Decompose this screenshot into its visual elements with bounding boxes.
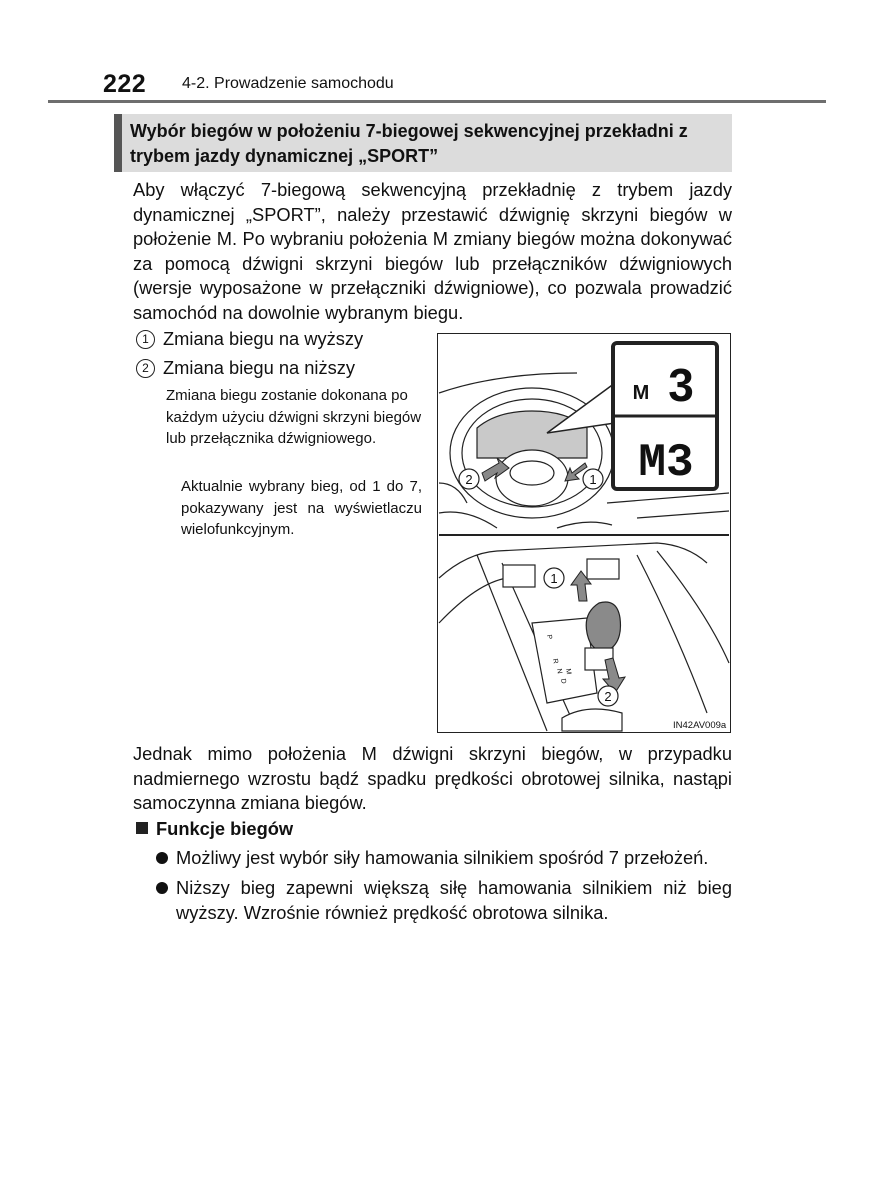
gate-label-m: M	[564, 668, 572, 676]
multi-info-display	[613, 343, 717, 489]
display-gear-large: M3	[638, 437, 694, 489]
callout-label: 2	[604, 689, 612, 704]
section-heading-bar	[114, 114, 122, 172]
section-heading: Wybór biegów w położeniu 7-biegowej sekwencyjnej przekładni z trybem jazdy dynamicznej „SPORT”	[130, 121, 688, 166]
display-gear-letter: M	[632, 382, 650, 404]
number-badge: 1	[136, 330, 155, 349]
gate-label-r: R	[551, 658, 559, 665]
figure-caption: IN42AV009a	[673, 720, 727, 731]
subsection-title: Funkcje biegów	[156, 818, 294, 839]
callout-2-bottom	[598, 686, 618, 706]
list-item-label: Zmiana biegu na wyższy	[163, 328, 364, 349]
list-item-downshift	[136, 357, 355, 379]
intro-paragraph: Aby włączyć 7-biegową sekwencyjną przekładnię z trybem jazdy dynamicznej „SPORT”, należy przestawić dźwignię skrzyni biegów w położenie M. Po wybraniu położenia M zmiany biegów można dokonywać za pomocą dźwigni skrzyni biegów lub przełączników dźwigniowych (wersje wyposażone w przełączniki dźwigniowe), co pozwala prowadzić samochód na dowolnie wybranym biegu.	[133, 179, 732, 323]
callout-1-bottom	[544, 568, 564, 588]
bullet-dot-icon	[156, 882, 168, 894]
page-number: 222	[103, 70, 147, 98]
callout-label: 1	[589, 472, 597, 487]
callout-2-top	[459, 469, 479, 489]
subsection-heading	[136, 818, 293, 840]
gate-label-n: N	[555, 668, 563, 675]
paragraph-auto-shift: Jednak mimo położenia M dźwigni skrzyni biegów, w przypadku nadmiernego wzrostu bądź spadku prędkości obrotowej silnika, nastąpi samoczynna zmiana biegów.	[133, 743, 732, 814]
callout-1-top	[583, 469, 603, 489]
bullet-text: Możliwy jest wybór siły hamowania silnikiem spośród 7 przełożeń.	[176, 847, 709, 868]
bullet-dot-icon	[156, 852, 168, 864]
chapter-title: 4-2. Prowadzenie samochodu	[182, 75, 394, 92]
display-gear-digit: 3	[668, 359, 694, 411]
square-bullet-icon	[136, 822, 148, 834]
note-gear-display: Aktualnie wybrany bieg, od 1 do 7, pokazywany jest na wyświetlaczu wielofunkcyjnym.	[181, 478, 422, 539]
callout-label: 2	[465, 472, 473, 487]
callout-label: 1	[550, 571, 558, 586]
gate-label-p: P	[545, 634, 553, 640]
bullet-text: Niższy bieg zapewni większą siłę hamowania silnikiem niż bieg wyższy. Wzrośnie również prędkość obrotowa silnika.	[176, 877, 732, 923]
header-rule	[48, 100, 826, 103]
section-heading-box	[114, 114, 732, 172]
note-shift-change: Zmiana biegu zostanie dokonana po każdym użyciu dźwigni skrzyni biegów lub przełącznika dźwigniowego.	[166, 387, 422, 448]
gear-selection-illustration	[437, 333, 731, 733]
number-badge: 2	[136, 359, 155, 378]
gate-label-d: D	[559, 678, 567, 685]
bullet-item	[156, 876, 732, 925]
list-item-upshift	[136, 328, 363, 350]
list-item-label: Zmiana biegu na niższy	[163, 357, 356, 378]
bullet-item	[156, 846, 732, 871]
